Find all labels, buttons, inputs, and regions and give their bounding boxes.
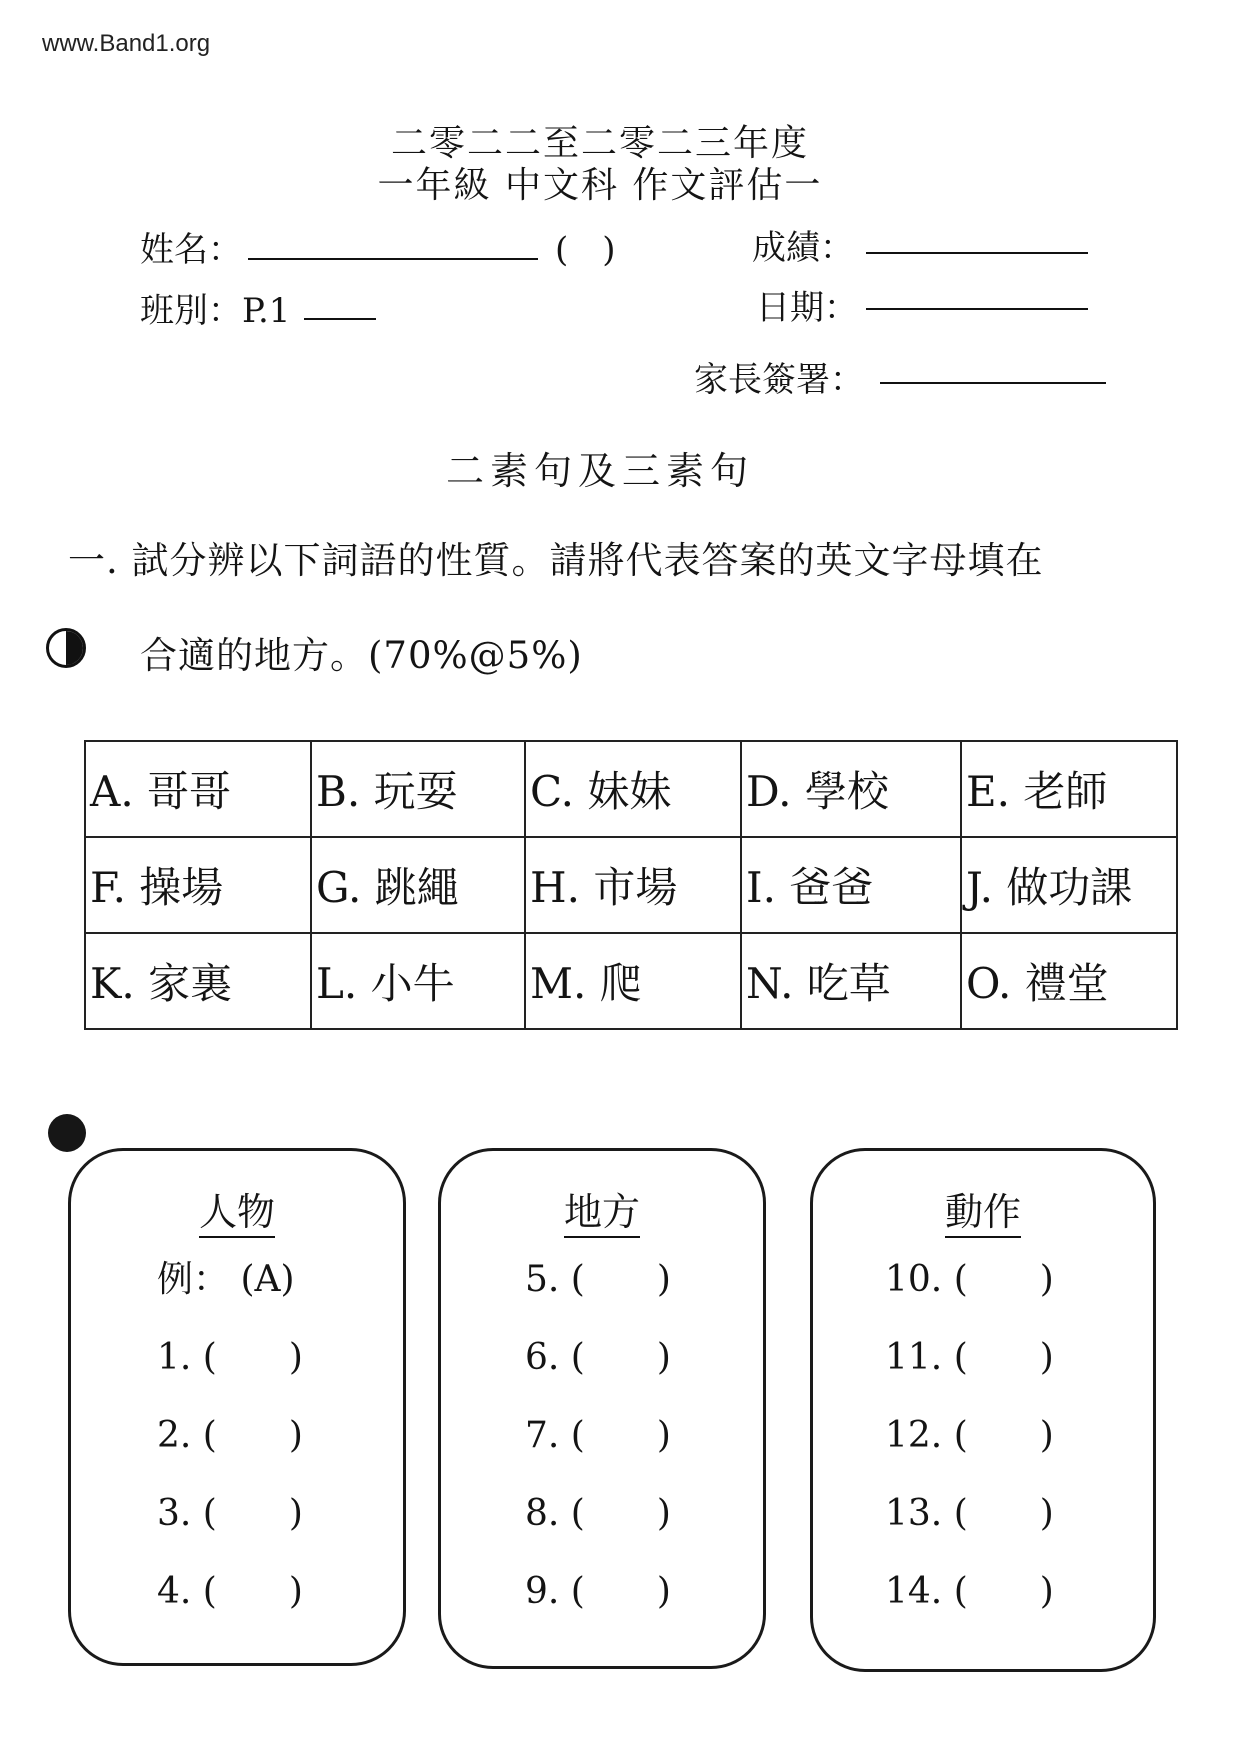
date-label: 日期： — [756, 288, 858, 328]
option-cell: L. 小牛 — [311, 933, 525, 1029]
header-title-line2: 一年級 中文科 作文評估一 — [377, 165, 823, 206]
class-label: 班別：P.1 — [140, 291, 291, 331]
date-field[interactable] — [866, 308, 1088, 310]
option-cell: E. 老師 — [961, 741, 1177, 837]
option-cell: G. 跳繩 — [311, 837, 525, 933]
answer-slot[interactable]: 2. ( ) — [157, 1415, 303, 1456]
box-title: 地方 — [564, 1190, 640, 1238]
options-row — [85, 933, 1177, 1029]
option-cell: J. 做功課 — [961, 837, 1177, 933]
answer-slot[interactable]: 12. ( ) — [885, 1415, 1054, 1456]
answer-slot[interactable]: 9. ( ) — [525, 1571, 671, 1612]
option-cell: A. 哥哥 — [85, 741, 311, 837]
option-cell: H. 市場 — [525, 837, 741, 933]
category-box-actions — [810, 1148, 1156, 1672]
answer-slot[interactable]: 14. ( ) — [885, 1571, 1054, 1612]
answer-slot[interactable]: 3. ( ) — [157, 1493, 303, 1534]
option-cell: D. 學校 — [741, 741, 961, 837]
answer-slot[interactable]: 4. ( ) — [157, 1571, 303, 1612]
box-title-wrap — [813, 1181, 1153, 1236]
option-cell: N. 吃草 — [741, 933, 961, 1029]
box-title: 人物 — [199, 1190, 275, 1238]
answer-slot[interactable]: 11. ( ) — [885, 1337, 1054, 1378]
question-line2: 合適的地方。(70%@5%) — [140, 634, 583, 677]
option-cell: I. 爸爸 — [741, 837, 961, 933]
box-title-wrap — [441, 1181, 763, 1236]
answer-slot[interactable]: 6. ( ) — [525, 1337, 671, 1378]
answer-slot[interactable]: 13. ( ) — [885, 1493, 1054, 1534]
answer-slot[interactable]: 1. ( ) — [157, 1337, 303, 1378]
category-box-places — [438, 1148, 766, 1669]
option-cell: K. 家裏 — [85, 933, 311, 1029]
header-title-line1: 二零二二至二零二三年度 — [390, 123, 809, 164]
section-title: 二素句及三素句 — [445, 449, 754, 493]
option-cell: C. 妹妹 — [525, 741, 741, 837]
answer-slot[interactable]: 10. ( ) — [885, 1259, 1054, 1300]
score-field[interactable] — [866, 252, 1088, 254]
answer-slot[interactable]: 5. ( ) — [525, 1259, 671, 1300]
option-cell: B. 玩耍 — [311, 741, 525, 837]
signature-label: 家長簽署： — [694, 360, 864, 400]
name-field[interactable] — [248, 258, 538, 260]
answer-slot[interactable]: 8. ( ) — [525, 1493, 671, 1534]
option-cell: O. 禮堂 — [961, 933, 1177, 1029]
name-label: 姓名： — [140, 230, 242, 270]
filled-circle-mark — [48, 1114, 86, 1152]
answer-slot[interactable]: 7. ( ) — [525, 1415, 671, 1456]
class-field[interactable] — [304, 318, 376, 320]
box-title: 動作 — [945, 1190, 1021, 1238]
option-cell: M. 爬 — [525, 933, 741, 1029]
options-row — [85, 837, 1177, 933]
answer-example: 例： (A) — [157, 1259, 295, 1300]
category-box-people — [68, 1148, 406, 1666]
options-table — [84, 740, 1178, 1030]
signature-field[interactable] — [880, 382, 1106, 384]
box-title-wrap — [71, 1181, 403, 1236]
half-circle-mark — [46, 628, 86, 668]
question-line1: 一. 試分辨以下詞語的性質。請將代表答案的英文字母填在 — [68, 539, 1044, 582]
score-label: 成績： — [752, 228, 854, 268]
class-number-paren: ( ) — [555, 230, 616, 270]
options-row — [85, 741, 1177, 837]
option-cell: F. 操場 — [85, 837, 311, 933]
watermark: www.Band1.org — [42, 30, 211, 57]
